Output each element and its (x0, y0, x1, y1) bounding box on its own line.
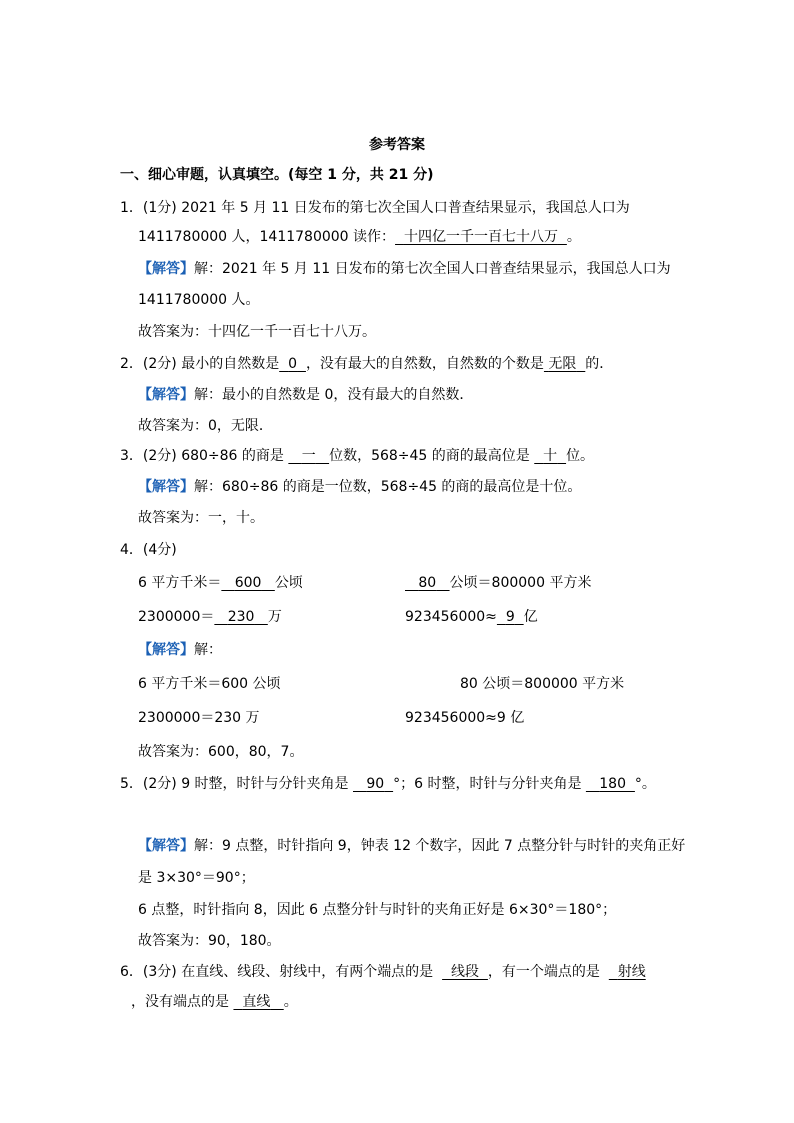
q6-text-e: 。 (283, 994, 298, 1010)
q3-text-d: 位。 (566, 448, 595, 464)
q4-r1b-text: 公顷＝800000 平方米 (449, 575, 592, 591)
q3-solution-text: 解：680÷86 的商是一位数，568÷45 的商的最高位是十位。 (194, 479, 582, 495)
q3-text-a: 3．(2分) 680÷86 的商是 (120, 448, 284, 464)
q3-blank-1: 一 (301, 448, 316, 464)
q3-answer: 故答案为：一，十。 (138, 510, 264, 526)
q4-solution (138, 640, 222, 660)
q5-text-d: °。 (634, 776, 656, 792)
q6-text-d: ，没有端点的是 (131, 994, 229, 1010)
q6-blank-3: 直线 (242, 994, 271, 1010)
q4-row2-left (138, 607, 282, 627)
q1-solution-text: 解：2021 年 5 月 11 日发布的第七次全国人口普查结果显示，我国总人口为 (194, 261, 671, 277)
q5-solution-2: 是 3×30°＝90°； (138, 870, 255, 886)
q4-blank-4: 9 (505, 609, 515, 625)
q3-blank-2: 十 (543, 448, 558, 464)
q5-blank-2: 180 (599, 776, 626, 792)
q4-sol-row1-right: 80 公顷＝800000 平方米 (460, 676, 625, 692)
q6-text-c: ，有一个端点的是 (487, 964, 600, 980)
q3-text-c: 位数，568÷45 的商的最高位是 (329, 448, 530, 464)
q4-blank-3: 230 (227, 609, 255, 625)
q4-head: 4．(4分) (120, 542, 177, 558)
q2-answer: 故答案为：0，无限． (138, 418, 273, 434)
q4-row1-right (405, 573, 591, 593)
q4-r1a-text: 6 平方千米＝ (138, 575, 222, 591)
q4-r1a-unit: 公顷 (274, 575, 303, 591)
q4-r2a-unit: 万 (267, 609, 282, 625)
q4-row2-right (405, 607, 538, 627)
q4-row1-left (138, 573, 303, 593)
q1-answer-blank: 十四亿一千一百七十八万 (403, 229, 558, 245)
q2-solution-text: 解：最小的自然数是 0，没有最大的自然数． (194, 387, 474, 403)
q4-answer: 故答案为：600，80，7。 (138, 744, 304, 760)
solution-tag: 【解答】 (138, 838, 194, 854)
section-heading: 一、细心审题，认真填空。(每空 1 分，共 21 分) (120, 167, 434, 183)
q5-answer: 故答案为：90，180。 (138, 933, 281, 949)
q3-question (120, 446, 594, 466)
solution-tag: 【解答】 (138, 642, 194, 658)
q3-solution (138, 477, 581, 497)
q2-blank-2: 无限 (548, 356, 577, 372)
q2-blank-1: 0 (288, 356, 298, 372)
q1-solution-2: 1411780000 人。 (138, 292, 260, 308)
q5-blank-1: 90 (366, 776, 385, 792)
q4-sol-row2-left: 2300000＝230 万 (138, 710, 260, 726)
q6-question-2 (131, 992, 298, 1012)
q4-blank-1: 600 (234, 575, 262, 591)
q2-solution (138, 385, 473, 405)
q2-text-a: 2．(2分) 最小的自然数是 (120, 356, 280, 372)
q5-solution-3: 6 点整，时针指向 8，因此 6 点整分针与时针的夹角正好是 6×30°＝180°； (138, 902, 617, 918)
q5-solution-text: 解：9 点整，时针指向 9，钟表 12 个数字，因此 7 点整分针与时针的夹角正好 (194, 838, 686, 854)
q4-sol-row1-left: 6 平方千米＝600 公顷 (138, 676, 281, 692)
q4-r2b-unit: 亿 (523, 609, 538, 625)
q6-blank-2: 射线 (617, 964, 646, 980)
q1-solution-1 (138, 259, 671, 279)
q6-text-a: 6．(3分) 在直线、线段、射线中，有两个端点的是 (120, 964, 434, 980)
solution-tag: 【解答】 (138, 479, 194, 495)
q5-text-c: °；6 时整，时针与分针夹角是 (393, 776, 582, 792)
q2-text-d: 的． (585, 356, 614, 372)
q5-solution-1 (138, 836, 685, 856)
q4-r2b-text: 923456000≈ (405, 609, 497, 625)
solution-tag: 【解答】 (138, 387, 194, 403)
q4-sol-row2-right: 923456000≈9 亿 (405, 710, 525, 726)
solution-tag: 【解答】 (138, 261, 194, 277)
q4-solution-text: 解： (194, 642, 222, 658)
q1-end: 。 (566, 229, 581, 245)
page-title: 参考答案 (369, 137, 425, 153)
q1-answer: 故答案为：十四亿一千一百七十八万。 (138, 324, 376, 340)
q6-blank-1: 线段 (451, 964, 479, 980)
q5-question (120, 774, 656, 794)
q6-question-1 (120, 962, 646, 982)
q2-text-c: ，没有最大的自然数，自然数的个数是 (305, 356, 544, 372)
q4-blank-2: 80 (418, 575, 437, 591)
q1-line-2 (138, 227, 581, 247)
q5-text-a: 5．(2分) 9 时整，时针与分针夹角是 (120, 776, 349, 792)
q1-text: 1411780000 人，1411780000 读作： (138, 229, 396, 245)
q1-line-1: 1．(1分) 2021 年 5 月 11 日发布的第七次全国人口普查结果显示，我国总人口为 (120, 200, 630, 216)
q2-question (120, 354, 613, 374)
q4-r2a-text: 2300000＝ (138, 609, 215, 625)
